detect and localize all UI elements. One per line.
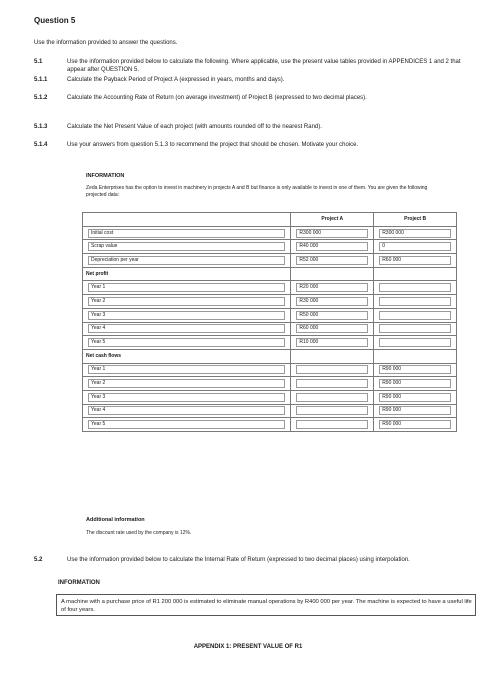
cell-value — [296, 393, 368, 402]
table-cell — [374, 418, 457, 432]
table-row — [83, 390, 457, 404]
question-text: Calculate the Payback Period of Project A (expressed in years, months and days). — [67, 77, 285, 83]
table-cell — [374, 295, 457, 309]
cell-value: Year 4 — [88, 324, 285, 333]
table-row — [83, 336, 457, 350]
cell-value: Year 3 — [88, 393, 285, 402]
table-row — [83, 281, 457, 295]
table-cell — [83, 377, 291, 391]
table-cell — [291, 349, 374, 363]
table-cell — [291, 390, 374, 404]
cell-value: Depreciation per year — [88, 256, 285, 265]
cell-value: R90 000 — [379, 406, 451, 415]
question-number: 5.1.3 — [34, 124, 48, 130]
cell-value: Net cash flows — [86, 353, 122, 360]
question-number: 5.1 — [34, 59, 43, 65]
question-text: Calculate the Accounting Rate of Return (on average investment) of Project B (expressed to two decimal places). — [67, 95, 367, 101]
table-header-cell: Project B — [374, 213, 457, 227]
question-number: 5.1.4 — [34, 142, 48, 148]
additional-info-heading: Additional information — [86, 517, 145, 523]
table-row — [83, 254, 457, 268]
cell-value: R90 000 — [379, 393, 451, 402]
cell-value: Initial cost — [88, 229, 285, 238]
cell-value: R60 000 — [379, 256, 451, 265]
table-cell — [291, 240, 374, 254]
cell-value: Year 5 — [88, 420, 285, 429]
information-2-text: A machine with a purchase price of R1 200 000 is estimated to eliminate manual operations by R400 000 per year. The machine is expected to have a useful life of four years. — [61, 599, 472, 613]
table-header-cell: Project A — [291, 213, 374, 227]
table-cell — [374, 390, 457, 404]
table-row — [83, 295, 457, 309]
cell-value: Year 3 — [88, 311, 285, 320]
cell-value — [296, 406, 368, 415]
table-cell — [83, 322, 291, 336]
cell-value: R30 000 — [296, 297, 368, 306]
cell-value: 0 — [379, 242, 451, 251]
information-2-box — [56, 594, 476, 616]
table-cell — [291, 308, 374, 322]
cell-value: R52 000 — [296, 256, 368, 265]
projects-table — [82, 212, 457, 432]
table-row — [83, 377, 457, 391]
table-cell — [291, 295, 374, 309]
table-cell — [374, 308, 457, 322]
cell-value: R50 000 — [296, 311, 368, 320]
table-cell — [374, 226, 457, 240]
table-row — [83, 322, 457, 336]
table-section-row — [83, 267, 457, 281]
table-cell — [83, 336, 291, 350]
table-cell — [83, 226, 291, 240]
additional-info-text: The discount rate used by the company is 12%. — [86, 530, 192, 536]
table-cell — [374, 267, 457, 281]
table-cell — [291, 254, 374, 268]
cell-value — [379, 283, 451, 292]
table-cell — [374, 377, 457, 391]
table-cell — [83, 363, 291, 377]
table-cell — [291, 267, 374, 281]
cell-value: R40 000 — [296, 242, 368, 251]
cell-value: R20 000 — [296, 283, 368, 292]
question-title: Question 5 — [34, 16, 76, 25]
cell-value: Year 2 — [88, 379, 285, 388]
cell-value — [296, 420, 368, 429]
table-row — [83, 226, 457, 240]
table-cell — [83, 281, 291, 295]
table-section-row — [83, 349, 457, 363]
cell-value: Net profit — [86, 271, 109, 278]
table-cell — [374, 322, 457, 336]
table-cell — [83, 295, 291, 309]
table-cell — [83, 349, 291, 363]
cell-value — [379, 338, 451, 347]
information-heading: INFORMATION — [86, 173, 125, 179]
table-cell — [374, 349, 457, 363]
table-cell — [374, 281, 457, 295]
table-cell — [374, 336, 457, 350]
table-cell — [291, 377, 374, 391]
question-number: 5.1.2 — [34, 95, 48, 101]
cell-value — [379, 297, 451, 306]
table-cell — [83, 418, 291, 432]
cell-value: R300 000 — [296, 229, 368, 238]
table-row — [83, 404, 457, 418]
intro-text: Use the information provided to answer the questions. — [34, 40, 178, 46]
table-cell — [83, 254, 291, 268]
information-text: Zeda Enterprises has the option to invest in machinery in projects A and B but finance is only available to invest in one of them. You are given the following projected data: — [86, 185, 428, 198]
cell-value: Scrap value — [88, 242, 285, 251]
table-cell — [291, 281, 374, 295]
cell-value — [379, 324, 451, 333]
table-row — [83, 240, 457, 254]
question-text: Use the information provided below to calculate the following. Where applicable, use the present value tables provided in APPENDICES 1 and 2 that appear after QUESTION 5. — [67, 59, 461, 73]
table-cell — [374, 404, 457, 418]
cell-value: Year 5 — [88, 338, 285, 347]
information-2-heading: INFORMATION — [58, 580, 100, 586]
question-text: Use your answers from question 5.1.3 to recommend the project that should be chosen. Motivate your choice. — [67, 142, 359, 148]
table-cell — [374, 363, 457, 377]
cell-value: R10 000 — [296, 338, 368, 347]
table-row — [83, 363, 457, 377]
cell-value: Year 4 — [88, 406, 285, 415]
cell-value: Year 2 — [88, 297, 285, 306]
cell-value — [296, 379, 368, 388]
table-cell — [291, 363, 374, 377]
table-header-cell — [83, 213, 291, 227]
cell-value: R90 000 — [379, 365, 451, 374]
table-cell — [83, 240, 291, 254]
table-cell — [291, 322, 374, 336]
table-cell — [291, 336, 374, 350]
table-cell — [83, 404, 291, 418]
table-cell — [83, 267, 291, 281]
question-text: Use the information provided below to calculate the Internal Rate of Return (expressed to two decimal places) using interpolation. — [67, 557, 410, 563]
cell-value — [296, 365, 368, 374]
cell-value — [379, 311, 451, 320]
table-row — [83, 308, 457, 322]
table-row — [83, 418, 457, 432]
table-cell — [83, 308, 291, 322]
appendix-title: APPENDIX 1: PRESENT VALUE OF R1 — [193, 644, 303, 650]
cell-value: Year 1 — [88, 283, 285, 292]
table-cell — [83, 390, 291, 404]
table-cell — [374, 240, 457, 254]
question-number: 5.1.1 — [34, 77, 48, 83]
cell-value: R90 000 — [379, 379, 451, 388]
table-cell — [291, 404, 374, 418]
cell-value: R60 000 — [296, 324, 368, 333]
question-number: 5.2 — [34, 557, 43, 563]
table-cell — [291, 418, 374, 432]
table-cell — [374, 254, 457, 268]
cell-value: R300 000 — [379, 229, 451, 238]
question-text: Calculate the Net Present Value of each project (with amounts rounded off to the nearest Rand). — [67, 124, 322, 130]
table-cell — [291, 226, 374, 240]
cell-value: Year 1 — [88, 365, 285, 374]
cell-value: R90 000 — [379, 420, 451, 429]
table-header-row — [83, 213, 457, 227]
